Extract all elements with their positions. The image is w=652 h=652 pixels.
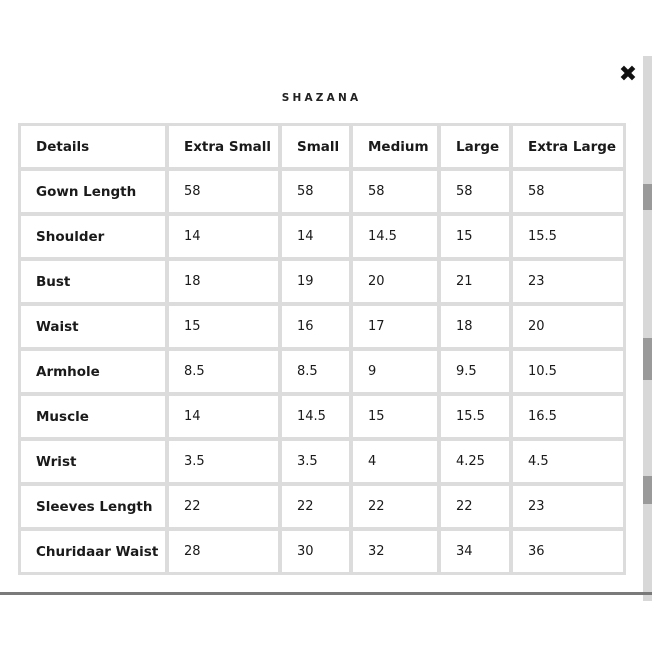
table-cell: 34 bbox=[439, 529, 511, 574]
table-cell: 32 bbox=[351, 529, 439, 574]
table-cell: 15.5 bbox=[439, 394, 511, 439]
table-cell: 30 bbox=[280, 529, 351, 574]
row-label: Armhole bbox=[19, 349, 167, 394]
row-label: Bust bbox=[19, 259, 167, 304]
table-cell: 16 bbox=[280, 304, 351, 349]
table-row bbox=[19, 394, 625, 439]
table-cell: 15 bbox=[351, 394, 439, 439]
table-cell: 4.5 bbox=[511, 439, 625, 484]
row-label: Waist bbox=[19, 304, 167, 349]
table-cell: 22 bbox=[439, 484, 511, 529]
table-cell: 10.5 bbox=[511, 349, 625, 394]
table-cell: 3.5 bbox=[280, 439, 351, 484]
table-row bbox=[19, 169, 625, 214]
table-cell: 22 bbox=[351, 484, 439, 529]
table-cell: 22 bbox=[280, 484, 351, 529]
row-label: Churidaar Waist bbox=[19, 529, 167, 574]
table-cell: 14.5 bbox=[280, 394, 351, 439]
table-cell: 20 bbox=[351, 259, 439, 304]
table-row bbox=[19, 259, 625, 304]
table-cell: 8.5 bbox=[280, 349, 351, 394]
table-cell: 8.5 bbox=[167, 349, 280, 394]
background-page-edge bbox=[643, 56, 652, 601]
table-cell: 18 bbox=[167, 259, 280, 304]
table-cell: 36 bbox=[511, 529, 625, 574]
table-cell: 14 bbox=[167, 394, 280, 439]
background-page-edge-bottom bbox=[0, 592, 652, 595]
table-cell: 15.5 bbox=[511, 214, 625, 259]
table-cell: 4 bbox=[351, 439, 439, 484]
row-label: Gown Length bbox=[19, 169, 167, 214]
table-row bbox=[19, 529, 625, 574]
header-cell: Small bbox=[280, 124, 351, 169]
table-cell: 20 bbox=[511, 304, 625, 349]
table-cell: 14 bbox=[167, 214, 280, 259]
table-cell: 15 bbox=[167, 304, 280, 349]
table-cell: 17 bbox=[351, 304, 439, 349]
table-cell: 21 bbox=[439, 259, 511, 304]
close-icon[interactable]: ✖ bbox=[618, 62, 638, 87]
table-cell: 58 bbox=[439, 169, 511, 214]
table-cell: 23 bbox=[511, 484, 625, 529]
table-cell: 58 bbox=[351, 169, 439, 214]
table-cell: 23 bbox=[511, 259, 625, 304]
table-cell: 22 bbox=[167, 484, 280, 529]
header-cell: Large bbox=[439, 124, 511, 169]
table-cell: 14 bbox=[280, 214, 351, 259]
table-cell: 18 bbox=[439, 304, 511, 349]
table-cell: 19 bbox=[280, 259, 351, 304]
table-row bbox=[19, 304, 625, 349]
table-cell: 4.25 bbox=[439, 439, 511, 484]
row-label: Muscle bbox=[19, 394, 167, 439]
background-element bbox=[643, 476, 652, 504]
background-element bbox=[643, 338, 652, 380]
header-cell: Details bbox=[19, 124, 167, 169]
table-row bbox=[19, 214, 625, 259]
table-row bbox=[19, 484, 625, 529]
table-cell: 58 bbox=[167, 169, 280, 214]
table-cell: 3.5 bbox=[167, 439, 280, 484]
header-cell: Extra Large bbox=[511, 124, 625, 169]
row-label: Shoulder bbox=[19, 214, 167, 259]
row-label: Wrist bbox=[19, 439, 167, 484]
background-element bbox=[643, 184, 652, 210]
size-chart-table bbox=[18, 123, 626, 575]
table-cell: 16.5 bbox=[511, 394, 625, 439]
table-cell: 9 bbox=[351, 349, 439, 394]
table-cell: 58 bbox=[280, 169, 351, 214]
table-row bbox=[19, 349, 625, 394]
table-header-row bbox=[19, 124, 625, 169]
header-cell: Extra Small bbox=[167, 124, 280, 169]
row-label: Sleeves Length bbox=[19, 484, 167, 529]
table-cell: 28 bbox=[167, 529, 280, 574]
header-cell: Medium bbox=[351, 124, 439, 169]
table-row bbox=[19, 439, 625, 484]
table-cell: 9.5 bbox=[439, 349, 511, 394]
table-cell: 58 bbox=[511, 169, 625, 214]
brand-title: SHAZANA bbox=[281, 92, 362, 104]
table-cell: 15 bbox=[439, 214, 511, 259]
table-cell: 14.5 bbox=[351, 214, 439, 259]
